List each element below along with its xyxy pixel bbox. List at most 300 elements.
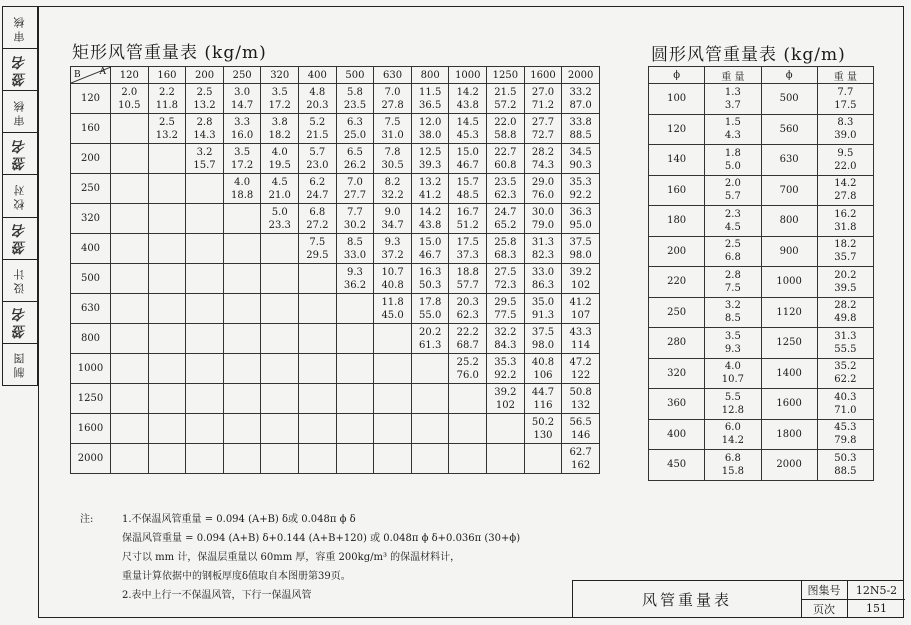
weight-cell: [562, 84, 600, 114]
uninsulated-weight: 2.8: [196, 116, 213, 128]
uninsulated-weight: 7.8: [384, 146, 401, 158]
insulated-weight: 17.2: [268, 99, 291, 111]
sidebar-signature: 签名: [3, 133, 37, 175]
uninsulated-weight: 5.8: [347, 86, 363, 98]
insulated-weight: 95.0: [569, 219, 592, 231]
weight-cell: [299, 384, 337, 414]
insulated-weight: 130: [533, 429, 553, 441]
insulated-weight: 50.3: [419, 279, 442, 291]
uninsulated-weight: 27.0: [531, 86, 555, 98]
note-line: 重量计算依据中的钢板厚度δ值取自本图册第39页。: [122, 571, 351, 582]
weight-cell: [487, 234, 525, 264]
weight-cell: [299, 294, 337, 324]
uninsulated-weight: 37.5: [531, 326, 555, 338]
weight-cell: [487, 114, 525, 144]
diameter-cell-value: 250: [667, 306, 687, 318]
insulated-weight: 45.3: [456, 129, 479, 141]
insulated-weight: 71.2: [531, 99, 555, 111]
uninsulated-weight: 39.2: [494, 386, 517, 398]
insulated-weight: 146: [571, 429, 591, 441]
weight-cell: [148, 384, 186, 414]
insulated-weight: 41.2: [419, 189, 442, 201]
weight-cell: [148, 354, 186, 384]
insulated-weight: 38.0: [419, 129, 442, 141]
uninsulated-weight: 21.5: [494, 86, 517, 98]
uninsulated-weight: 56.5: [569, 416, 592, 428]
weight-cell: [817, 84, 873, 115]
diameter-cell-value: 630: [779, 154, 799, 166]
uninsulated-weight: 35.3: [569, 176, 592, 188]
uninsulated-weight: 40.3: [834, 391, 857, 403]
uninsulated-weight: 9.5: [837, 147, 854, 159]
weight-cell: [411, 264, 449, 294]
uninsulated-weight: 50.3: [834, 452, 857, 464]
insulated-weight: 92.2: [494, 369, 517, 381]
uninsulated-weight: 2.2: [158, 86, 175, 98]
weight-cell: [261, 144, 299, 174]
rect-table-row: [71, 384, 600, 414]
weight-cell: [186, 144, 224, 174]
b-header: 800: [71, 324, 111, 354]
uninsulated-weight: 33.8: [569, 116, 592, 128]
weight-cell: [374, 264, 412, 294]
uninsulated-weight: 6.2: [309, 176, 326, 188]
weight-cell: [336, 114, 374, 144]
weight-cell: [261, 324, 299, 354]
weight-cell: [111, 174, 149, 204]
insulated-weight: 39.3: [419, 159, 442, 171]
uninsulated-weight: 35.2: [834, 361, 857, 373]
insulated-weight: 40.8: [381, 279, 404, 291]
diameter-cell-value: 160: [667, 184, 687, 196]
diameter-cell: [649, 419, 705, 450]
weight-cell: [223, 414, 261, 444]
insulated-weight: 17.5: [834, 99, 857, 111]
note-line: 尺寸以 mm 计，保温层重量以 60mm 厚，容重 200kg/m³ 的保温材料计，: [122, 552, 461, 563]
weight-cell: [817, 267, 873, 298]
uninsulated-weight: 20.2: [419, 326, 442, 338]
weight-cell: [261, 294, 299, 324]
rect-table-row: [71, 174, 600, 204]
weight-cell: [817, 236, 873, 267]
insulated-weight: 6.8: [724, 252, 741, 264]
uninsulated-weight: 8.3: [837, 117, 854, 129]
title-block: [572, 580, 904, 618]
insulated-weight: 102: [571, 279, 591, 291]
weight-cell: [186, 174, 224, 204]
rect-duct-weight-table: [70, 66, 600, 474]
weight-cell: [111, 264, 149, 294]
weight-cell: [148, 204, 186, 234]
diameter-cell: [649, 145, 705, 176]
uninsulated-weight: 16.7: [456, 206, 479, 218]
uninsulated-weight: 20.3: [456, 296, 479, 308]
uninsulated-weight: 23.5: [494, 176, 517, 188]
weight-cell: [487, 174, 525, 204]
weight-cell: [374, 84, 412, 114]
round-table-row: [649, 206, 874, 237]
weight-cell: [705, 145, 761, 176]
weight-cell: [817, 358, 873, 389]
weight-cell: [524, 204, 562, 234]
uninsulated-weight: 25.8: [494, 236, 517, 248]
weight-cell: [336, 84, 374, 114]
insulated-weight: 7.5: [724, 282, 741, 294]
insulated-weight: 11.8: [155, 99, 179, 111]
weight-cell: [186, 204, 224, 234]
uninsulated-weight: 28.2: [531, 146, 555, 158]
insulated-weight: 61.3: [419, 339, 442, 351]
weight-cell: [487, 204, 525, 234]
weight-cell: [223, 264, 261, 294]
uninsulated-weight: 4.8: [309, 86, 326, 98]
weight-cell: [411, 384, 449, 414]
diameter-cell: [761, 267, 817, 298]
insulated-weight: 132: [571, 399, 591, 411]
weight-cell: [524, 114, 562, 144]
title-block-grid: [801, 581, 905, 617]
weight-cell: [817, 328, 873, 359]
weight-cell: [562, 204, 600, 234]
weight-cell: [817, 206, 873, 237]
weight-cell: [487, 144, 525, 174]
insulated-weight: 36.5: [419, 99, 442, 111]
uninsulated-weight: 50.8: [569, 386, 592, 398]
weight-cell: [336, 174, 374, 204]
weight-cell: [336, 444, 374, 474]
uninsulated-weight: 36.3: [569, 206, 592, 218]
weight-cell: [487, 444, 525, 474]
uninsulated-weight: 35.3: [494, 356, 517, 368]
diameter-cell: [649, 328, 705, 359]
uninsulated-weight: 5.2: [309, 116, 326, 128]
uninsulated-weight: 35.0: [531, 296, 555, 308]
uninsulated-weight: 3.5: [724, 330, 741, 342]
insulated-weight: 23.0: [306, 159, 329, 171]
weight-cell: [374, 174, 412, 204]
rect-table-row: [71, 294, 600, 324]
weight-cell: [524, 384, 562, 414]
diameter-cell: [761, 114, 817, 145]
diameter-cell-value: 360: [667, 398, 687, 410]
insulated-weight: 43.8: [419, 219, 442, 231]
uninsulated-weight: 13.2: [419, 176, 442, 188]
a-header: 1000: [449, 67, 487, 84]
insulated-weight: 55.0: [419, 309, 442, 321]
diameter-cell: [649, 84, 705, 115]
rect-header-row: [71, 67, 600, 84]
drawing-name: 风管重量表: [573, 581, 802, 617]
insulated-weight: 29.5: [306, 249, 329, 261]
uninsulated-weight: 1.3: [724, 86, 741, 98]
weight-cell: [705, 328, 761, 359]
insulated-weight: 37.2: [381, 249, 404, 261]
rect-table-body: [71, 84, 600, 474]
weight-cell: [524, 264, 562, 294]
rect-table-row: [71, 444, 600, 474]
uninsulated-weight: 25.2: [456, 356, 479, 368]
set-label: 图集号: [801, 581, 848, 600]
weight-cell: [299, 324, 337, 354]
uninsulated-weight: 33.0: [531, 266, 555, 278]
insulated-weight: 57.7: [456, 279, 479, 291]
diameter-cell-value: 200: [667, 245, 687, 257]
weight-cell: [186, 294, 224, 324]
weight-cell: [336, 144, 374, 174]
round-table-body: [649, 84, 874, 481]
insulated-weight: 45.0: [381, 309, 404, 321]
diameter-cell-value: 100: [667, 93, 687, 105]
insulated-weight: 62.3: [456, 309, 479, 321]
insulated-weight: 23.5: [343, 99, 367, 111]
insulated-weight: 58.8: [494, 129, 517, 141]
weight-cell: [562, 144, 600, 174]
rect-table-row: [71, 414, 600, 444]
uninsulated-weight: 22.0: [494, 116, 517, 128]
weight-cell: [562, 264, 600, 294]
insulated-weight: 116: [533, 399, 553, 411]
a-header: 2000: [562, 67, 600, 84]
b-header: 630: [71, 294, 111, 324]
uninsulated-weight: 62.7: [569, 446, 592, 458]
insulated-weight: 39.5: [834, 282, 857, 294]
weight-cell: [411, 294, 449, 324]
diameter-cell-value: 800: [779, 215, 799, 227]
weight-cell: [111, 144, 149, 174]
insulated-weight: 162: [571, 459, 591, 471]
weight-cell: [449, 174, 487, 204]
diameter-cell: [761, 358, 817, 389]
weight-cell: [374, 354, 412, 384]
weight-cell: [562, 444, 600, 474]
weight-cell: [411, 414, 449, 444]
insulated-weight: 46.7: [419, 249, 442, 261]
weight-cell: [336, 384, 374, 414]
uninsulated-weight: 5.5: [724, 391, 741, 403]
weight-cell: [524, 354, 562, 384]
weight-cell: [487, 84, 525, 114]
weight-cell: [524, 84, 562, 114]
weight-cell: [705, 84, 761, 115]
diameter-cell: [761, 419, 817, 450]
a-header: 160: [148, 67, 186, 84]
weight-cell: [336, 264, 374, 294]
weight-cell: [562, 114, 600, 144]
diameter-cell: [649, 358, 705, 389]
diameter-cell-value: 120: [667, 123, 687, 135]
insulated-weight: 26.2: [343, 159, 367, 171]
weight-cell: [449, 324, 487, 354]
b-header: 400: [71, 234, 111, 264]
weight-cell: [299, 414, 337, 444]
weight-cell: [223, 84, 261, 114]
weight-cell: [223, 204, 261, 234]
uninsulated-weight: 7.0: [384, 86, 401, 98]
weight-cell: [705, 389, 761, 420]
uninsulated-weight: 50.2: [531, 416, 555, 428]
uninsulated-weight: 20.2: [834, 269, 857, 281]
weight-cell: [336, 204, 374, 234]
weight-cell: [487, 354, 525, 384]
uninsulated-weight: 31.3: [834, 330, 857, 342]
uninsulated-weight: 5.0: [271, 206, 288, 218]
insulated-weight: 72.7: [531, 129, 555, 141]
round-header-row: [649, 67, 874, 84]
weight-cell: [148, 234, 186, 264]
diameter-cell: [761, 145, 817, 176]
insulated-weight: 21.5: [306, 129, 329, 141]
uninsulated-weight: 8.5: [347, 236, 363, 248]
uninsulated-weight: 6.8: [724, 452, 741, 464]
uninsulated-weight: 7.0: [347, 176, 363, 188]
round-table-row: [649, 389, 874, 420]
insulated-weight: 57.2: [494, 99, 517, 111]
insulated-weight: 18.8: [231, 189, 254, 201]
b-header: 250: [71, 174, 111, 204]
weight-cell: [223, 114, 261, 144]
diameter-cell: [761, 450, 817, 481]
signature-sidebar: [2, 6, 38, 386]
insulated-weight: 55.5: [834, 343, 857, 355]
notes-block: [80, 510, 520, 605]
uninsulated-weight: 33.2: [569, 86, 592, 98]
weight-cell: [705, 419, 761, 450]
page-label: 页次: [801, 600, 848, 617]
insulated-weight: 17.2: [231, 159, 254, 171]
rect-table-row: [71, 264, 600, 294]
uninsulated-weight: 14.2: [419, 206, 442, 218]
weight-cell: [705, 450, 761, 481]
uninsulated-weight: 16.3: [419, 266, 442, 278]
weight-cell: [223, 144, 261, 174]
weight-cell: [186, 324, 224, 354]
insulated-weight: 20.3: [306, 99, 329, 111]
diameter-cell: [649, 114, 705, 145]
uninsulated-weight: 45.3: [834, 422, 857, 434]
uninsulated-weight: 30.0: [531, 206, 555, 218]
weight-cell: [449, 234, 487, 264]
diameter-cell: [649, 297, 705, 328]
weight-cell: [411, 144, 449, 174]
weight-cell: [374, 444, 412, 474]
weight-cell: [261, 114, 299, 144]
weight-cell: [411, 174, 449, 204]
uninsulated-weight: 6.3: [347, 116, 363, 128]
insulated-weight: 35.7: [834, 252, 857, 264]
weight-cell: [487, 384, 525, 414]
insulated-weight: 76.0: [456, 369, 479, 381]
insulated-weight: 79.8: [834, 435, 857, 447]
weight-cell: [299, 114, 337, 144]
weight-cell: [111, 234, 149, 264]
insulated-weight: 27.8: [381, 99, 404, 111]
uninsulated-weight: 31.3: [531, 236, 555, 248]
uninsulated-weight: 3.0: [234, 86, 251, 98]
insulated-weight: 98.0: [569, 249, 592, 261]
weight-cell: [186, 264, 224, 294]
weight-cell: [374, 234, 412, 264]
uninsulated-weight: 22.2: [456, 326, 479, 338]
insulated-weight: 82.3: [531, 249, 555, 261]
uninsulated-weight: 3.3: [234, 116, 251, 128]
uninsulated-weight: 7.7: [837, 86, 854, 98]
weight-cell: [562, 174, 600, 204]
a-header: 800: [411, 67, 449, 84]
weight-cell: [449, 264, 487, 294]
weight-cell: [524, 324, 562, 354]
rect-table-row: [71, 114, 600, 144]
weight-cell: [223, 444, 261, 474]
insulated-weight: 92.2: [569, 189, 592, 201]
weight-cell: [449, 84, 487, 114]
insulated-weight: 86.3: [531, 279, 555, 291]
sidebar-signature: 签名: [3, 218, 37, 260]
diameter-cell: [761, 389, 817, 420]
uninsulated-weight: 37.5: [569, 236, 592, 248]
insulated-weight: 22.0: [834, 160, 857, 172]
uninsulated-weight: 29.5: [494, 296, 517, 308]
uninsulated-weight: 4.0: [234, 176, 251, 188]
uninsulated-weight: 44.7: [531, 386, 555, 398]
b-header: 200: [71, 144, 111, 174]
weight-cell: [186, 384, 224, 414]
corner-a-label: A: [99, 67, 106, 77]
sidebar-signature: 签名: [3, 302, 37, 344]
uninsulated-weight: 29.0: [531, 176, 555, 188]
diameter-cell-value: 280: [667, 337, 687, 349]
weight-header: 重 量: [817, 67, 873, 84]
weight-cell: [186, 234, 224, 264]
weight-cell: [299, 144, 337, 174]
uninsulated-weight: 1.5: [724, 117, 741, 129]
uninsulated-weight: 10.7: [381, 266, 404, 278]
diameter-cell-value: 1250: [776, 337, 802, 349]
a-header: 250: [223, 67, 261, 84]
a-header: 1250: [487, 67, 525, 84]
uninsulated-weight: 43.3: [569, 326, 592, 338]
weight-cell: [374, 144, 412, 174]
weight-cell: [449, 204, 487, 234]
weight-cell: [111, 414, 149, 444]
rect-table-row: [71, 204, 600, 234]
weight-cell: [261, 264, 299, 294]
round-table-row: [649, 267, 874, 298]
weight-cell: [449, 114, 487, 144]
uninsulated-weight: 14.2: [834, 178, 857, 190]
insulated-weight: 3.7: [724, 99, 741, 111]
weight-cell: [299, 354, 337, 384]
round-table-row: [649, 236, 874, 267]
insulated-weight: 15.7: [193, 159, 216, 171]
page-value: 151: [866, 602, 887, 615]
weight-cell: [449, 444, 487, 474]
uninsulated-weight: 18.2: [834, 239, 857, 251]
weight-cell: [111, 384, 149, 414]
insulated-weight: 88.5: [569, 129, 592, 141]
weight-cell: [705, 358, 761, 389]
round-table-row: [649, 450, 874, 481]
weight-cell: [223, 324, 261, 354]
insulated-weight: 4.3: [724, 130, 741, 142]
insulated-weight: 84.3: [494, 339, 517, 351]
diameter-cell-value: 140: [667, 154, 687, 166]
diameter-cell: [649, 267, 705, 298]
corner-b-label: B: [74, 70, 81, 80]
diameter-cell-value: 1800: [776, 428, 802, 440]
diameter-cell-value: 180: [667, 215, 687, 227]
insulated-weight: 19.5: [268, 159, 291, 171]
uninsulated-weight: 15.7: [456, 176, 479, 188]
